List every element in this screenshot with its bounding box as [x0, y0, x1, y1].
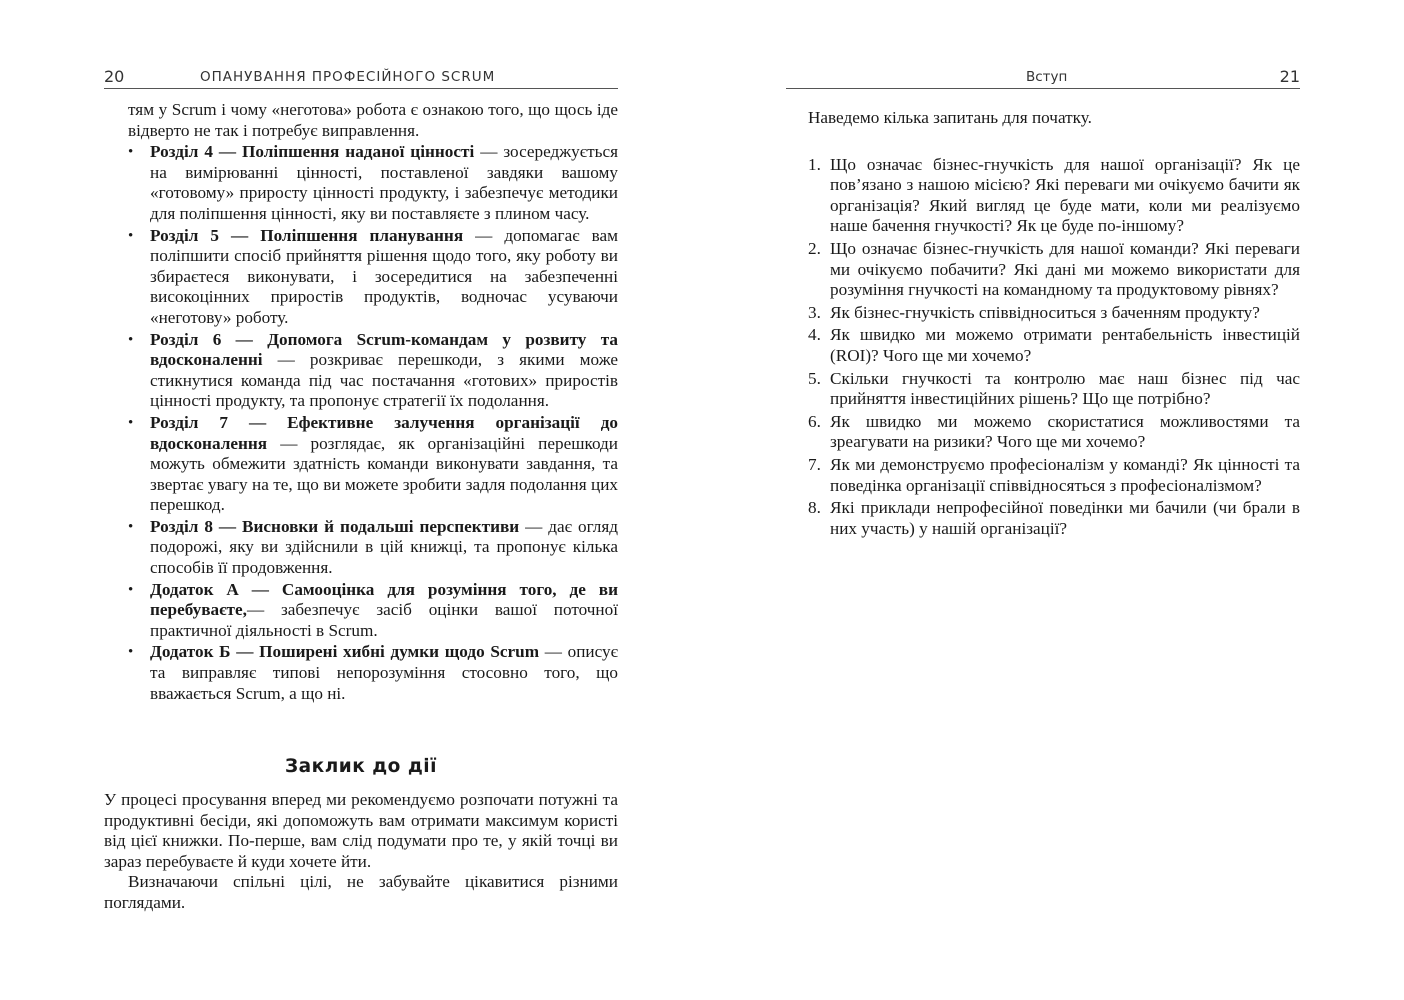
question-number: 2.	[808, 238, 821, 258]
list-item	[104, 142, 618, 224]
continuation-text: тям у Scrum і чому «неготова» робота є ознакою того, що щось іде відверто не так і потребує виправлення.	[128, 100, 618, 140]
section-text: — розглядає, як організаційні перешкоди можуть обмежити здатність команди виконувати завдання, та звертає увагу на те, що ви можете зробити задля подолання цих перешкод.	[150, 433, 618, 515]
section-text: — дає огляд подорожі, яку ви здійснили в цій книжці, та пропонує кілька способів її продовження.	[150, 516, 618, 578]
question-number: 7.	[808, 454, 821, 474]
list-item	[104, 642, 618, 704]
bullet-icon: •	[128, 331, 134, 348]
left-page	[104, 0, 618, 1000]
left-page-header	[104, 66, 618, 89]
question-text: Що означає бізнес-гнучкість для нашої організації? Як це пов’язано з нашою місією? Які переваги ми очікуємо бачити як організація? Який вигляд це буде мати, коли ми реалізуємо наше бачення гнучкості? Як це буде по-іншому?	[830, 154, 1300, 236]
question-number: 1.	[808, 154, 821, 174]
section-title: Розділ 5 — Поліпшення планування	[150, 225, 464, 245]
cta-paragraph-2: Визначаючи спільні цілі, не забувайте цікавитися різними поглядами.	[104, 872, 618, 912]
question-number: 4.	[808, 325, 821, 345]
section-text: — розкриває перешкоди, з якими може стикнутися команда під час постачання «готових» приростів цінності продукту, та пропонує стратегії їх подолання.	[150, 350, 618, 411]
right-page-number: 21	[1279, 67, 1300, 86]
question-number: 8.	[808, 498, 821, 518]
right-page-header	[786, 66, 1300, 89]
left-page-number: 20	[104, 67, 125, 86]
question-text: Які приклади непрофесійної поведінки ми бачили (чи брали в них участь) у нашій організації?	[830, 498, 1300, 538]
list-item	[786, 239, 1300, 301]
section-text: — допомагає вам поліпшити спосіб прийняття рішення щодо того, яку роботу ви збираєтеся виконувати, і зосередитися на забезпеченні високоцінних приростів продуктів, водночас усуваючи «неготову» роботу.	[150, 225, 618, 327]
list-item	[786, 498, 1300, 539]
question-text: Як ми демонструємо професіоналізм у команді? Як цінності та поведінка організації співвідносяться з професіоналізмом?	[830, 454, 1300, 495]
list-item	[104, 580, 618, 642]
questions-list	[786, 155, 1300, 540]
list-item	[104, 330, 618, 412]
list-item	[786, 369, 1300, 410]
bullet-icon: •	[128, 518, 134, 535]
list-item	[104, 517, 618, 579]
sections-list	[104, 142, 618, 704]
list-item	[786, 325, 1300, 366]
question-text: Як швидко ми можемо отримати рентабельність інвестицій (ROI)? Чого ще ми хочемо?	[830, 325, 1300, 365]
right-running-head: Вступ	[1026, 69, 1068, 85]
call-to-action-heading: Заклик до дії	[285, 756, 437, 777]
list-item	[104, 226, 618, 329]
list-item	[786, 303, 1300, 324]
section-text: — зосереджується на вимірюванні цінності, поставленої завдяки вашому «готовому» приросту цінності продукту, і забезпечує методики для поліпшення цінності, яку ви поставляєте з плином часу.	[150, 142, 619, 223]
left-page-content	[104, 100, 618, 704]
list-item	[786, 455, 1300, 496]
list-item	[786, 412, 1300, 453]
section-title: Додаток Б — Поширені хибні думки щодо Scrum	[150, 642, 540, 662]
bullet-icon: •	[128, 644, 134, 661]
bullet-icon: •	[128, 581, 134, 598]
question-text: Як швидко ми можемо скористатися можливостями та зреагувати на ризики? Чого ще ми хочемо?	[830, 411, 1300, 452]
bullet-icon: •	[128, 144, 134, 161]
section-title: Розділ 8 — Висновки й подальші перспективи	[150, 516, 520, 536]
right-page-content	[786, 108, 1300, 541]
question-number: 3.	[808, 302, 821, 322]
list-item	[104, 413, 618, 516]
section-title: Додаток А — Самооцінка для розуміння того, де ви перебуваєте,	[150, 579, 618, 620]
bullet-icon: •	[128, 414, 134, 431]
question-number: 5.	[808, 368, 821, 388]
section-text: — забезпечує засіб оцінки вашої поточної практичної діяльності в Scrum.	[150, 600, 618, 640]
section-text: — описує та виправляє типові непорозуміння стосовно того, що вважається Scrum, а що ні.	[150, 642, 618, 703]
list-item	[786, 155, 1300, 237]
section-title: Розділ 7 — Ефективне залучення організації до вдосконалення	[150, 412, 618, 453]
cta-paragraph-1: У процесі просування вперед ми рекомендуємо розпочати потужні та продуктивні бесіди, які допоможуть вам отримати максимум користі від цієї книжки. По-перше, вам слід подумати про те, у якій точці ви зараз перебуваєте й куди хочете йти.	[104, 790, 618, 871]
right-page	[786, 0, 1300, 1000]
question-text: Як бізнес-гнучкість співвідноситься з баченням продукту?	[830, 302, 1260, 322]
question-number: 6.	[808, 411, 821, 431]
call-to-action-body	[104, 790, 618, 914]
left-running-head: ОПАНУВАННЯ ПРОФЕСІЙНОГО SCRUM	[200, 69, 496, 85]
questions-intro: Наведемо кілька запитань для початку.	[808, 108, 1092, 127]
bullet-icon: •	[128, 227, 134, 244]
question-text: Скільки гнучкості та контролю має наш бізнес під час прийняття інвестиційних рішень? Що ще потрібно?	[830, 368, 1300, 409]
section-title: Розділ 6 — Допомога Scrum-командам у розвиту та вдосконаленні	[150, 329, 618, 370]
question-text: Що означає бізнес-гнучкість для нашої команди? Які переваги ми очікуємо побачити? Які дані ми можемо використати для розуміння гнучкості на командному та продуктовому рівнях?	[830, 238, 1300, 300]
section-title: Розділ 4 — Поліпшення наданої цінності	[150, 142, 475, 162]
